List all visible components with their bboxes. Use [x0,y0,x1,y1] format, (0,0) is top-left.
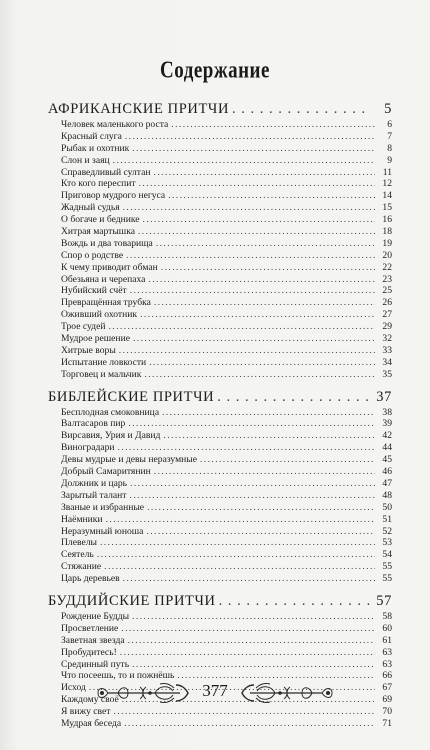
dot-leader [126,250,375,262]
toc-entry [48,155,392,167]
entry-title: Нубийский счёт [61,285,127,297]
toc-entry [48,659,392,671]
dot-leader [130,285,375,297]
toc-entry [48,309,392,321]
entry-title: Срединный путь [61,658,130,670]
dot-leader [156,238,375,250]
entry-page: 16 [382,214,392,226]
entry-page: 50 [382,501,392,513]
toc-entry [48,357,392,369]
entry-title: К чему приводит обман [61,261,158,273]
dot-leader [143,214,375,226]
entry-title: Превращённая трубка [61,297,151,309]
toc-entry [48,407,392,419]
dot-leader [118,442,375,454]
entry-page: 58 [382,610,392,622]
toc-entry [48,238,392,250]
dot-leader [219,592,371,610]
toc-entry [48,561,392,573]
entry-page: 8 [387,142,392,154]
entry-title: Кто кого переспит [61,178,136,190]
toc-entry [48,345,392,357]
entry-page: 54 [382,549,392,561]
entry-page: 61 [382,634,392,646]
entry-title: Справедливый султан [61,166,151,178]
page-footer [0,678,430,708]
section-title: БИБЛЕЙСКИЕ ПРИТЧИ [48,388,215,405]
entry-title: Мудрая беседа [61,717,122,729]
toc-entry [48,143,392,155]
dot-leader [133,333,375,345]
entry-page: 20 [382,249,392,261]
entry-page: 66 [382,670,392,682]
entry-page: 19 [382,237,392,249]
entry-title: Красный слуга [61,130,122,142]
entry-title: Должник и царь [61,477,128,489]
entry-title: Оживший охотник [61,309,138,321]
entry-title: Что посеешь, то и пожнёшь [61,670,175,682]
entry-title: Вирсавия, Урия и Давид [61,430,161,442]
dot-leader [162,407,375,419]
toc-entry [48,526,392,538]
toc-section [48,100,392,381]
toc-entry [48,514,392,526]
toc-entry [48,285,392,297]
toc-entry [48,549,392,561]
dot-leader [100,537,375,549]
toc-entry [48,490,392,502]
entry-title: Царь деревьев [61,573,120,585]
entry-page: 33 [382,344,392,356]
toc-entry [48,190,392,202]
section-title: АФРИКАНСКИЕ ПРИТЧИ [48,101,230,117]
entry-page: 46 [382,466,392,478]
dot-leader [149,357,375,369]
entry-page: 48 [382,489,392,501]
dot-leader [123,573,375,585]
dot-leader [168,190,375,202]
dot-leader [104,561,375,573]
toc-entry [48,250,392,262]
entry-page: 55 [382,573,392,585]
dot-leader [130,478,375,490]
toc-entry [48,430,392,442]
section-title: БУДДИЙСКИЕ ПРИТЧИ [48,592,216,609]
entry-page: 47 [382,477,392,489]
entry-title: Человек маленького роста [61,119,169,130]
entry-title: Бесплодная смоковница [61,406,160,418]
entry-title: Наёмники [61,513,103,525]
toc-entry [48,119,392,131]
dot-leader [146,526,375,538]
entry-page: 6 [387,119,392,130]
entry-title: Слон и заяц [61,154,110,166]
dot-leader [161,262,375,274]
dot-leader [123,202,375,214]
entry-page: 67 [382,682,392,694]
entry-page: 38 [382,406,392,418]
toc-entry [48,466,392,478]
entry-title: Неразумный юноша [61,525,144,537]
toc-section [48,592,392,730]
entry-page: 15 [382,202,392,214]
entry-title: Хитрые воры [61,344,116,356]
toc-entry [48,573,392,585]
dot-leader [125,131,375,143]
dot-leader [124,718,375,730]
dot-leader [128,635,375,647]
entry-page: 69 [382,694,392,706]
dot-leader [147,502,375,514]
entry-title: Заветная звезда [61,634,125,646]
toc-section [48,388,392,585]
entry-page: 55 [382,561,392,573]
entry-title: О богаче и беднике [61,214,140,226]
dot-leader [132,611,375,623]
toc-entry [48,369,392,381]
section-page: 37 [376,388,392,405]
dot-leader [140,309,375,321]
toc-entry [48,167,392,179]
section-page: 57 [376,592,392,609]
toc-entry [48,611,392,623]
toc-entry [48,202,392,214]
entry-title: Добрый Самаритянин [61,466,151,478]
dot-leader [128,418,375,430]
entry-title: Рыбак и охотник [61,142,130,154]
dot-leader [120,647,375,659]
entry-title: Вождь и два товарища [61,237,153,249]
entry-title: Виноградари [61,442,115,454]
dot-leader [232,100,371,118]
entry-title: Испытание ловкости [61,356,147,368]
entry-title: Торговец и мальчик [61,368,142,380]
entry-title: Званые и избранные [61,501,145,513]
entry-page: 44 [382,442,392,454]
entry-page: 29 [382,321,392,333]
entry-page: 35 [382,368,392,380]
toc-entry [48,262,392,274]
entry-page: 23 [382,273,392,285]
entry-page: 42 [382,430,392,442]
section-heading [48,388,392,406]
entry-page: 53 [382,537,392,549]
dot-leader [154,466,375,478]
entry-title: Стяжание [61,561,102,573]
entry-title: Приговор мудрого негуса [61,190,166,202]
entry-title: Зарытый талант [61,489,127,501]
dot-leader [119,345,375,357]
section-page: 5 [384,101,392,117]
entry-page: 7 [387,130,392,142]
entry-title: Жадный судья [61,202,120,214]
dot-leader [154,167,375,179]
entry-page: 27 [382,309,392,321]
dot-leader [132,143,375,155]
toc-entry [48,537,392,549]
entry-page: 63 [382,658,392,670]
dot-leader [171,119,375,131]
entry-page: 52 [382,525,392,537]
toc-entry [48,214,392,226]
toc-entry [48,478,392,490]
entry-page: 63 [382,646,392,658]
toc-entry [48,623,392,635]
dot-leader [113,155,375,167]
dot-leader [148,274,375,286]
entry-page: 60 [382,622,392,634]
page-title: Содержание [160,57,270,84]
entry-title: Сеятель [61,549,94,561]
entry-page: 12 [382,178,392,190]
entry-page: 71 [382,717,392,729]
dot-leader [138,226,375,238]
entry-title: Просветление [61,622,119,634]
dot-leader [132,659,375,671]
toc-entry [48,297,392,309]
entry-page: 51 [382,513,392,525]
entry-page: 45 [382,454,392,466]
entry-page: 39 [382,418,392,430]
toc-entry [48,226,392,238]
entry-page: 25 [382,285,392,297]
entry-title: Валтасаров пир [61,418,126,430]
toc-entry [48,647,392,659]
entry-title: Мудрое решение [61,333,130,345]
toc-entry [48,635,392,647]
section-heading [48,592,392,610]
dot-leader [108,321,375,333]
entry-page: 14 [382,190,392,202]
toc-entry [48,454,392,466]
entry-page: 22 [382,261,392,273]
table-of-contents [48,100,392,737]
dot-leader [130,490,375,502]
entry-title: Пробудитесь! [61,646,117,658]
entry-title: Хитрая мартышка [61,226,135,238]
entry-title: Рождение Будды [61,610,130,622]
toc-entry [48,333,392,345]
entry-page: 32 [382,333,392,345]
dot-leader [217,388,371,406]
page-number: 377 [202,681,228,700]
dot-leader [97,549,375,561]
dot-leader [163,430,375,442]
entry-page: 11 [382,166,392,178]
dot-leader [121,623,375,635]
entry-title: Девы мудрые и девы неразумные [61,454,197,466]
entry-page: 26 [382,297,392,309]
toc-entry [48,131,392,143]
toc-entry [48,274,392,286]
section-heading [48,100,392,118]
dot-leader [106,514,375,526]
entry-title: Я вижу свет [61,706,111,718]
dot-leader [200,454,375,466]
toc-entry [48,718,392,730]
dot-leader [154,297,375,309]
entry-title: Плевелы [61,537,97,549]
entry-title: Трое судей [61,321,106,333]
toc-entry [48,442,392,454]
toc-entry [48,321,392,333]
dot-leader [144,369,375,381]
toc-entry [48,178,392,190]
entry-title: Спор о родстве [61,249,124,261]
entry-page: 18 [382,226,392,238]
entry-page: 34 [382,356,392,368]
toc-entry [48,502,392,514]
entry-page: 70 [382,706,392,718]
toc-entry [48,418,392,430]
entry-title: Каждому своё [61,694,119,706]
dot-leader [139,178,375,190]
entry-title: Обезьяна и черепаха [61,273,146,285]
entry-title: Исход [61,682,86,694]
entry-page: 9 [387,154,392,166]
